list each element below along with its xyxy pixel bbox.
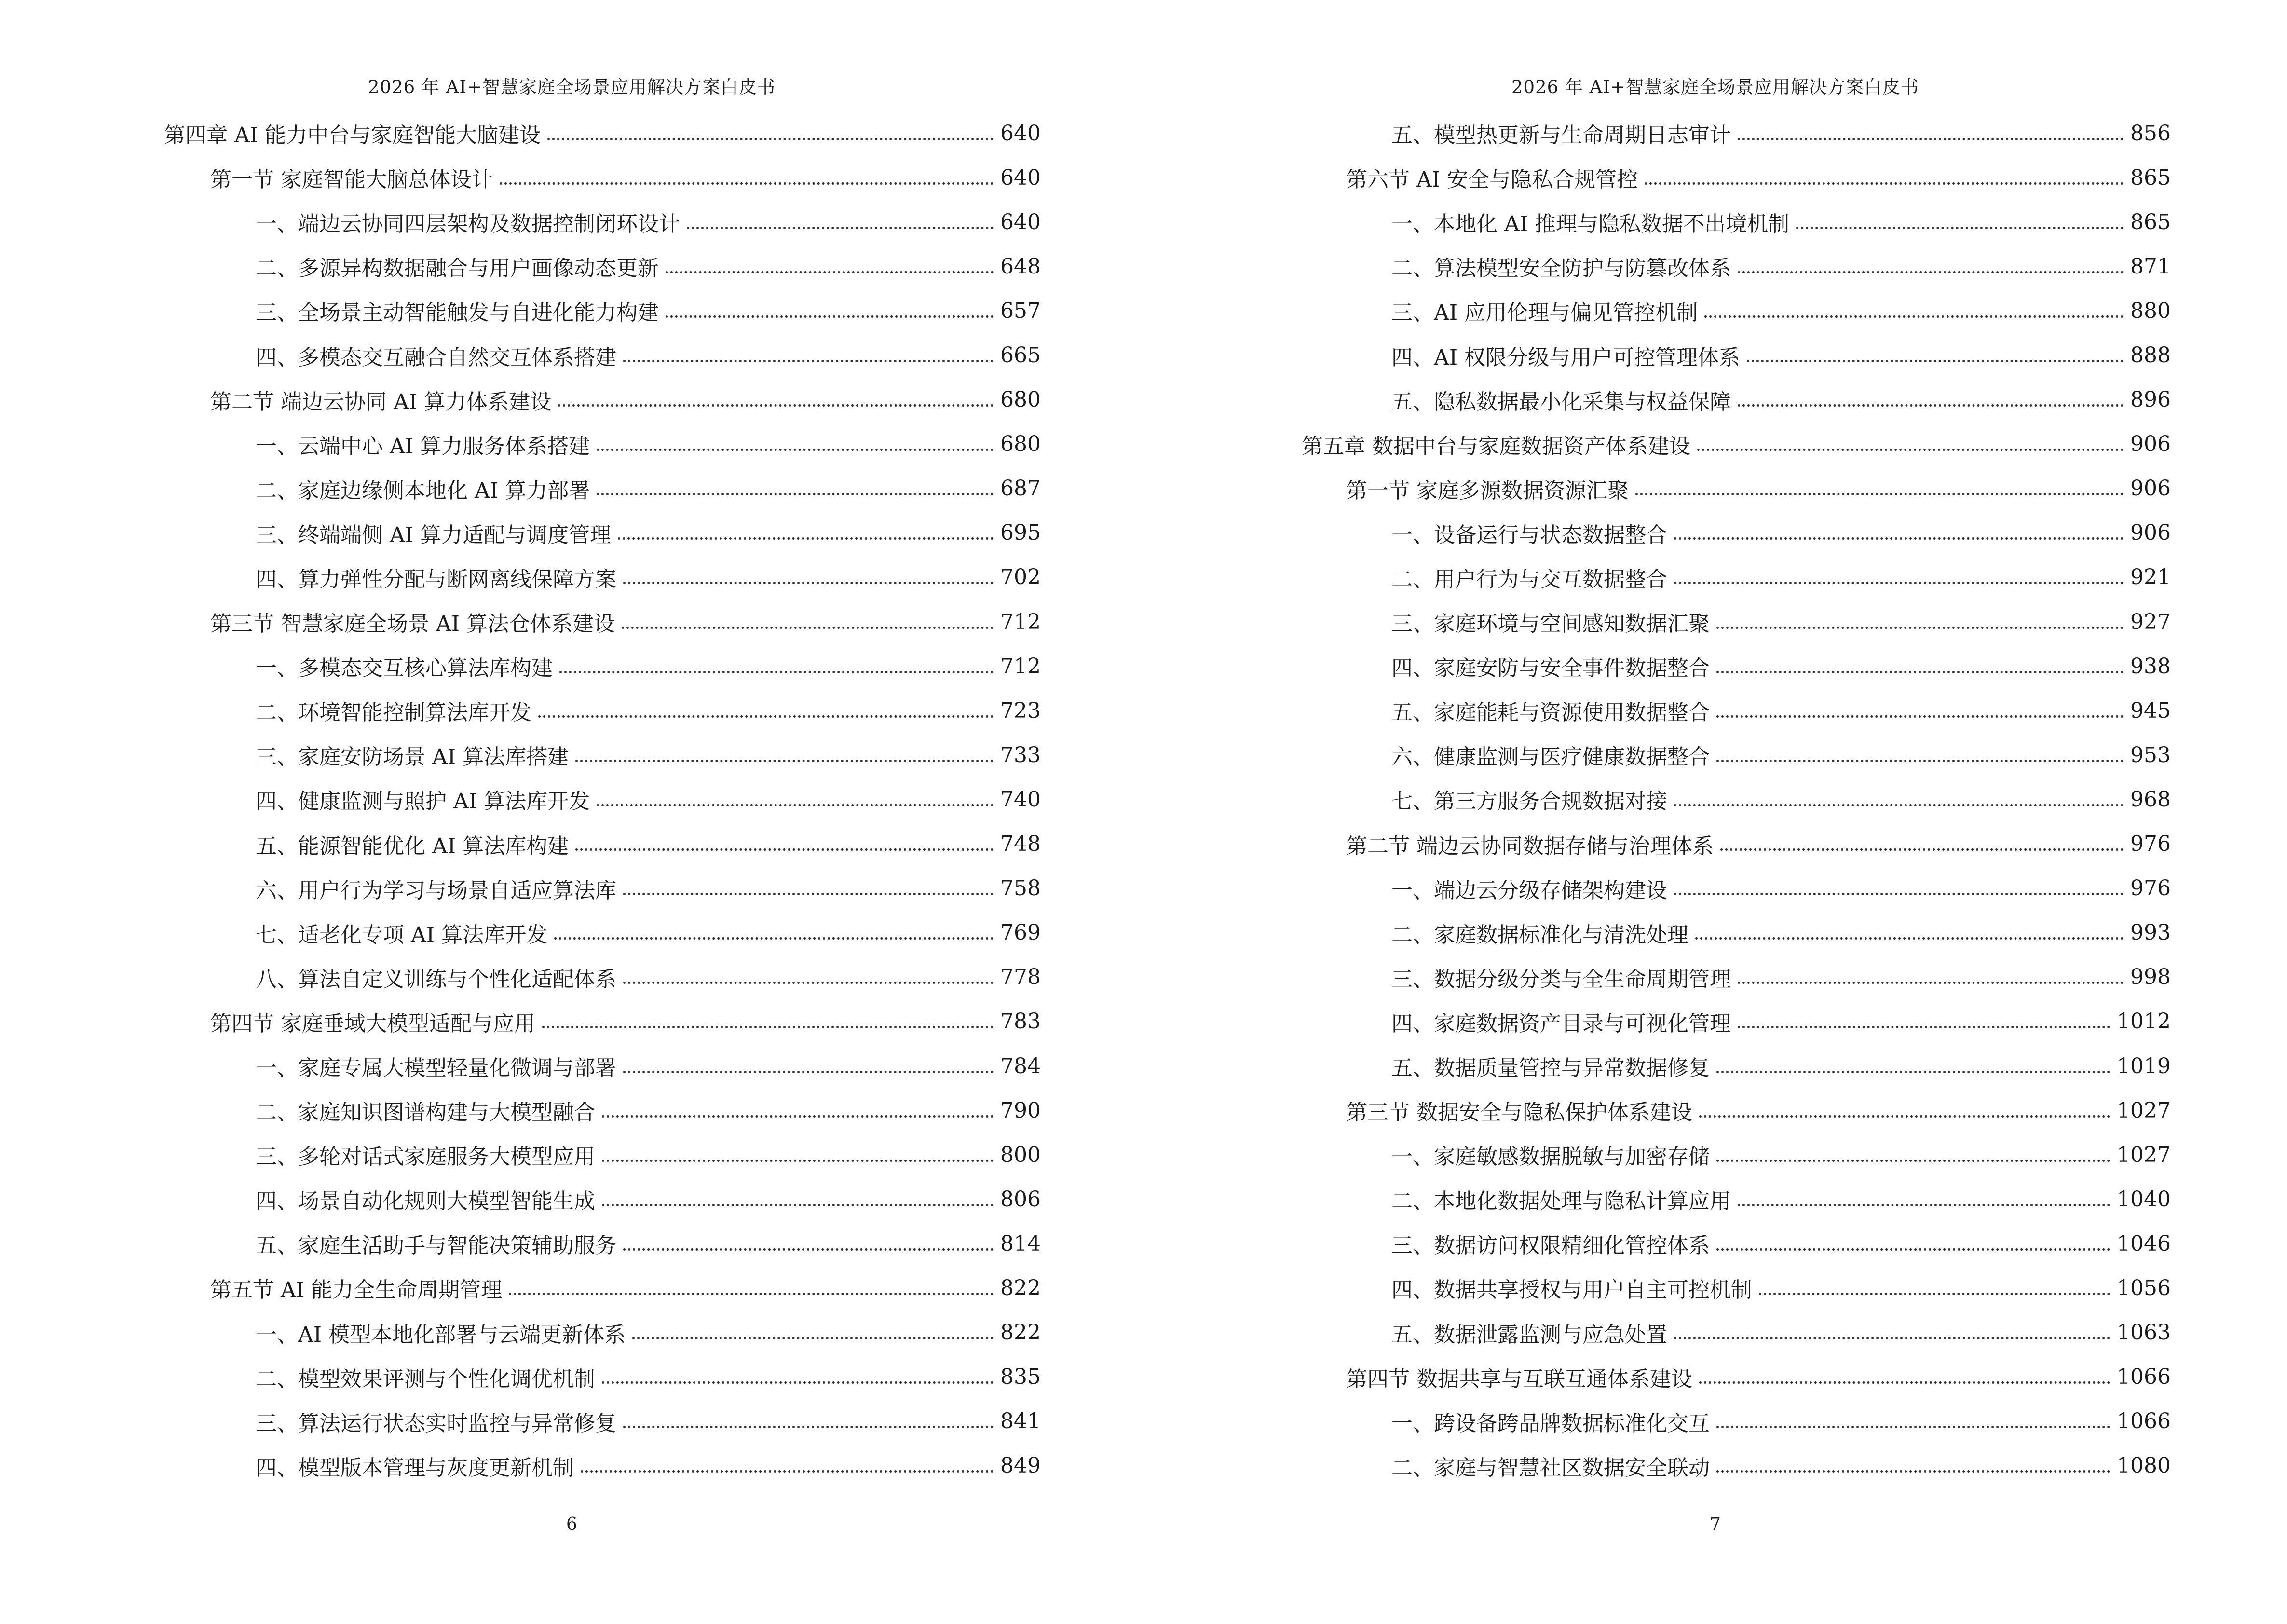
toc-entry-page-number: 800 (1000, 1142, 1041, 1167)
toc-entry-subsection[interactable] (1144, 600, 2171, 644)
toc-entry-page-number: 1012 (2117, 1009, 2171, 1034)
toc-entry-title: 四、健康监测与照护 AI 算法库开发 (256, 789, 590, 814)
toc-entry-subsection[interactable] (1144, 555, 2171, 600)
dot-leader (1716, 1050, 2110, 1073)
dot-leader (1716, 1449, 2110, 1473)
dot-leader (1716, 738, 2124, 762)
toc-entry-subsection[interactable] (0, 333, 1041, 377)
toc-entry-title: 六、用户行为学习与场景自适应算法库 (256, 878, 616, 903)
dot-leader (1699, 1094, 2110, 1118)
running-header: 2026 年 AI+智慧家庭全场景应用解决方案白皮书 (368, 77, 776, 97)
toc-entry-page-number: 1027 (2117, 1142, 2171, 1167)
toc-entry-subsection[interactable] (1144, 777, 2171, 821)
toc-entry-title: 三、家庭环境与空间感知数据汇聚 (1391, 612, 1710, 637)
dot-leader (1747, 339, 2124, 362)
dot-leader (602, 1360, 994, 1384)
toc-entry-page-number: 665 (1000, 343, 1041, 368)
toc-entry-title: 第四章 AI 能力中台与家庭智能大脑建设 (164, 123, 541, 148)
dot-leader (597, 783, 994, 806)
toc-entry-chapter[interactable] (1144, 422, 2171, 466)
toc-entry-page-number: 680 (1000, 432, 1041, 457)
toc-entry-page-number: 712 (1000, 609, 1041, 634)
toc-entry-page-number: 712 (1000, 654, 1041, 679)
toc-entry-title: 二、家庭知识图谱构建与大模型融合 (256, 1100, 595, 1125)
toc-entry-section[interactable] (1144, 822, 2171, 866)
dot-leader (1716, 1138, 2110, 1162)
dot-leader (1796, 205, 2124, 229)
table-of-contents (0, 111, 1041, 1488)
toc-entry-title: 第二节 端边云协同数据存储与治理体系 (1346, 833, 1714, 859)
toc-entry-title: 二、本地化数据处理与隐私计算应用 (1391, 1189, 1731, 1214)
toc-entry-title: 五、家庭能耗与资源使用数据整合 (1391, 700, 1710, 725)
toc-entry-subsection[interactable] (1144, 511, 2171, 555)
toc-entry-title: 第四节 家庭垂域大模型适配与应用 (210, 1011, 535, 1036)
toc-entry-subsection[interactable] (1144, 288, 2171, 333)
dot-leader (1759, 1271, 2110, 1295)
dot-leader (538, 694, 994, 718)
toc-entry-title: 第三节 智慧家庭全场景 AI 算法仓体系建设 (210, 612, 615, 637)
toc-entry-title: 三、多轮对话式家庭服务大模型应用 (256, 1145, 595, 1170)
toc-entry-title: 第五节 AI 能力全生命周期管理 (210, 1278, 503, 1303)
dot-leader (623, 960, 994, 984)
toc-entry-subsection[interactable] (0, 1310, 1041, 1355)
toc-entry-page-number: 1040 (2117, 1187, 2171, 1212)
dot-leader (1716, 1405, 2110, 1428)
toc-entry-page-number: 871 (2130, 254, 2171, 279)
table-of-contents (1144, 111, 2171, 1488)
toc-entry-subsection[interactable] (1144, 955, 2171, 999)
toc-entry-section[interactable] (0, 155, 1041, 200)
toc-entry-title: 三、算法运行状态实时监控与异常修复 (256, 1411, 616, 1436)
toc-entry-title: 三、AI 应用伦理与偏见管控机制 (1391, 300, 1698, 326)
toc-entry-subsection[interactable] (0, 244, 1041, 288)
dot-leader (623, 1405, 994, 1428)
dot-leader (623, 1050, 994, 1073)
toc-entry-page-number: 758 (1000, 876, 1041, 901)
toc-entry-page-number: 849 (1000, 1453, 1041, 1478)
toc-entry-page-number: 695 (1000, 520, 1041, 546)
toc-entry-title: 二、家庭数据标准化与清洗处理 (1391, 922, 1688, 947)
toc-entry-title: 五、数据泄露监测与应急处置 (1391, 1322, 1667, 1347)
dot-leader (1716, 694, 2124, 718)
toc-entry-page-number: 806 (1000, 1187, 1041, 1212)
dot-leader (1695, 916, 2124, 940)
toc-entry-title: 一、多模态交互核心算法库构建 (256, 656, 553, 681)
toc-entry-subsection[interactable] (0, 288, 1041, 333)
toc-entry-title: 三、数据访问权限精细化管控体系 (1391, 1233, 1710, 1258)
toc-entry-title: 二、家庭边缘侧本地化 AI 算力部署 (256, 478, 590, 503)
dot-leader (559, 650, 994, 673)
toc-entry-page-number: 865 (2130, 165, 2171, 190)
dot-leader (1738, 250, 2124, 273)
toc-entry-title: 一、云端中心 AI 算力服务体系搭建 (256, 434, 590, 459)
toc-entry-page-number: 998 (2130, 965, 2171, 990)
toc-entry-section[interactable] (0, 999, 1041, 1044)
toc-entry-title: 二、多源异构数据融合与用户画像动态更新 (256, 256, 659, 281)
dot-leader (618, 516, 994, 540)
toc-entry-title: 七、适老化专项 AI 算法库开发 (256, 922, 548, 947)
toc-entry-title: 一、AI 模型本地化部署与云端更新体系 (256, 1322, 626, 1347)
toc-entry-page-number: 783 (1000, 1009, 1041, 1034)
page-number: 7 (1710, 1515, 1721, 1534)
toc-entry-section[interactable] (0, 378, 1041, 422)
toc-entry-subsection[interactable] (0, 777, 1041, 821)
toc-entry-title: 八、算法自定义训练与个性化适配体系 (256, 967, 616, 992)
toc-entry-subsection[interactable] (1144, 644, 2171, 688)
dot-leader (1720, 827, 2124, 851)
dot-leader (542, 1005, 994, 1028)
dot-leader (1716, 1227, 2110, 1251)
dot-leader (623, 1227, 994, 1251)
toc-entry-title: 二、用户行为与交互数据整合 (1391, 567, 1667, 592)
toc-entry-page-number: 976 (2130, 876, 2171, 901)
toc-entry-page-number: 906 (2130, 432, 2171, 457)
toc-entry-subsection[interactable] (0, 1444, 1041, 1488)
dot-leader (1697, 427, 2124, 451)
toc-entry-page-number: 790 (1000, 1098, 1041, 1123)
toc-entry-title: 三、全场景主动智能触发与自进化能力构建 (256, 300, 659, 326)
dot-leader (666, 250, 994, 273)
toc-entry-subsection[interactable] (1144, 1266, 2171, 1310)
toc-entry-title: 一、设备运行与状态数据整合 (1391, 522, 1667, 547)
toc-entry-section[interactable] (1144, 155, 2171, 200)
toc-entry-section[interactable] (1144, 1355, 2171, 1399)
toc-entry-subsection[interactable] (0, 555, 1041, 600)
toc-entry-subsection[interactable] (1144, 866, 2171, 911)
toc-entry-page-number: 888 (2130, 343, 2171, 368)
toc-entry-title: 五、隐私数据最小化采集与权益保障 (1391, 389, 1731, 414)
toc-entry-page-number: 648 (1000, 254, 1041, 279)
toc-entry-subsection[interactable] (1144, 1310, 2171, 1355)
toc-entry-section[interactable] (0, 1266, 1041, 1310)
toc-entry-title: 一、家庭专属大模型轻量化微调与部署 (256, 1056, 616, 1081)
toc-entry-subsection[interactable] (0, 822, 1041, 866)
toc-entry-page-number: 723 (1000, 698, 1041, 723)
dot-leader (1635, 472, 2124, 495)
toc-entry-title: 第五章 数据中台与家庭数据资产体系建设 (1302, 434, 1690, 459)
toc-entry-title: 第六节 AI 安全与隐私合规管控 (1346, 167, 1638, 192)
toc-entry-subsection[interactable] (1144, 688, 2171, 733)
dot-leader (1716, 650, 2124, 673)
toc-entry-section[interactable] (1144, 466, 2171, 511)
toc-entry-section[interactable] (0, 600, 1041, 644)
toc-entry-title: 四、家庭数据资产目录与可视化管理 (1391, 1011, 1731, 1036)
toc-entry-subsection[interactable] (0, 644, 1041, 688)
toc-entry-page-number: 1080 (2117, 1453, 2171, 1478)
toc-entry-subsection[interactable] (1144, 1177, 2171, 1221)
dot-leader (623, 560, 994, 584)
toc-entry-page-number: 1066 (2117, 1365, 2171, 1390)
toc-entry-subsection[interactable] (1144, 1444, 2171, 1488)
toc-entry-page-number: 1063 (2117, 1320, 2171, 1345)
toc-entry-title: 一、端边云协同四层架构及数据控制闭环设计 (256, 212, 680, 237)
dot-leader (1674, 516, 2124, 540)
dot-leader (575, 738, 994, 762)
toc-entry-subsection[interactable] (1144, 999, 2171, 1044)
dot-leader (581, 1449, 994, 1473)
page-number: 6 (566, 1515, 577, 1534)
toc-entry-page-number: 733 (1000, 742, 1041, 767)
dot-leader (500, 161, 994, 185)
toc-entry-subsection[interactable] (1144, 911, 2171, 955)
toc-entry-page-number: 906 (2130, 476, 2171, 501)
toc-entry-title: 四、多模态交互融合自然交互体系搭建 (256, 345, 616, 370)
toc-entry-page-number: 835 (1000, 1365, 1041, 1390)
toc-entry-subsection[interactable] (0, 955, 1041, 999)
dot-leader (1645, 161, 2124, 185)
toc-entry-page-number: 784 (1000, 1053, 1041, 1078)
toc-entry-subsection[interactable] (1144, 333, 2171, 377)
dot-leader (632, 1316, 994, 1339)
toc-entry-subsection[interactable] (1144, 1133, 2171, 1177)
dot-leader (602, 1183, 994, 1206)
dot-leader (1674, 872, 2124, 895)
toc-entry-page-number: 814 (1000, 1231, 1041, 1256)
toc-entry-subsection[interactable] (0, 688, 1041, 733)
toc-entry-subsection[interactable] (1144, 378, 2171, 422)
dot-leader (1738, 1183, 2110, 1206)
toc-entry-page-number: 778 (1000, 965, 1041, 990)
toc-entry-page-number: 1066 (2117, 1409, 2171, 1434)
toc-entry-title: 二、家庭与智慧社区数据安全联动 (1391, 1455, 1710, 1480)
toc-entry-subsection[interactable] (1144, 200, 2171, 244)
dot-leader (1716, 605, 2124, 629)
toc-entry-title: 一、家庭敏感数据脱敏与加密存储 (1391, 1145, 1710, 1170)
toc-entry-title: 四、场景自动化规则大模型智能生成 (256, 1189, 595, 1214)
toc-entry-page-number: 841 (1000, 1409, 1041, 1434)
toc-entry-title: 四、数据共享授权与用户自主可控机制 (1391, 1278, 1752, 1303)
toc-entry-page-number: 993 (2130, 920, 2171, 945)
toc-entry-page-number: 640 (1000, 121, 1041, 146)
dot-leader (1674, 560, 2124, 584)
toc-entry-subsection[interactable] (0, 866, 1041, 911)
dot-leader (623, 872, 994, 895)
toc-entry-page-number: 740 (1000, 787, 1041, 812)
toc-entry-page-number: 906 (2130, 520, 2171, 546)
dot-leader (666, 294, 994, 318)
toc-entry-title: 第一节 家庭智能大脑总体设计 (210, 167, 493, 192)
dot-leader (558, 383, 994, 407)
dot-leader (547, 117, 994, 140)
toc-entry-chapter[interactable] (0, 111, 1041, 155)
toc-entry-title: 三、数据分级分类与全生命周期管理 (1391, 967, 1731, 992)
toc-entry-page-number: 927 (2130, 609, 2171, 634)
toc-entry-page-number: 896 (2130, 387, 2171, 412)
toc-entry-title: 五、家庭生活助手与智能决策辅助服务 (256, 1233, 616, 1258)
toc-entry-page-number: 938 (2130, 654, 2171, 679)
toc-entry-subsection[interactable] (0, 511, 1041, 555)
toc-entry-page-number: 921 (2130, 565, 2171, 590)
dot-leader (1738, 1005, 2110, 1028)
toc-entry-title: 三、终端端侧 AI 算力适配与调度管理 (256, 522, 612, 547)
toc-entry-page-number: 702 (1000, 565, 1041, 590)
dot-leader (1738, 383, 2124, 407)
toc-entry-title: 一、跨设备跨品牌数据标准化交互 (1391, 1411, 1710, 1436)
toc-entry-subsection[interactable] (0, 1133, 1041, 1177)
toc-entry-title: 四、AI 权限分级与用户可控管理体系 (1391, 345, 1741, 370)
toc-entry-page-number: 680 (1000, 387, 1041, 412)
toc-entry-title: 六、健康监测与医疗健康数据整合 (1391, 745, 1710, 770)
dot-leader (597, 472, 994, 495)
toc-entry-subsection[interactable] (0, 1088, 1041, 1133)
dot-leader (1704, 294, 2124, 318)
toc-entry-title: 一、端边云分级存储架构建设 (1391, 878, 1667, 903)
toc-entry-page-number: 856 (2130, 121, 2171, 146)
toc-entry-title: 四、家庭安防与安全事件数据整合 (1391, 656, 1710, 681)
toc-entry-subsection[interactable] (0, 200, 1041, 244)
running-header: 2026 年 AI+智慧家庭全场景应用解决方案白皮书 (1511, 77, 1919, 97)
dot-leader (622, 605, 994, 629)
toc-entry-page-number: 953 (2130, 742, 2171, 767)
toc-entry-title: 五、能源智能优化 AI 算法库构建 (256, 833, 569, 859)
toc-entry-subsection[interactable] (0, 911, 1041, 955)
toc-entry-page-number: 880 (2130, 298, 2171, 323)
dot-leader (1674, 783, 2124, 806)
toc-entry-page-number: 1027 (2117, 1098, 2171, 1123)
toc-entry-page-number: 865 (2130, 209, 2171, 234)
toc-entry-title: 二、模型效果评测与个性化调优机制 (256, 1366, 595, 1392)
toc-entry-page-number: 945 (2130, 698, 2171, 723)
toc-entry-subsection[interactable] (0, 1355, 1041, 1399)
toc-entry-title: 第三节 数据安全与隐私保护体系建设 (1346, 1100, 1692, 1125)
toc-entry-page-number: 822 (1000, 1275, 1041, 1300)
right-page (1144, 0, 2287, 1624)
toc-entry-page-number: 640 (1000, 209, 1041, 234)
toc-entry-subsection[interactable] (0, 1044, 1041, 1088)
toc-entry-subsection[interactable] (0, 1399, 1041, 1444)
toc-entry-title: 五、数据质量管控与异常数据修复 (1391, 1056, 1710, 1081)
toc-entry-title: 第二节 端边云协同 AI 算力体系建设 (210, 389, 552, 414)
toc-entry-subsection[interactable] (1144, 111, 2171, 155)
toc-entry-subsection[interactable] (0, 1221, 1041, 1266)
toc-entry-subsection[interactable] (1144, 1044, 2171, 1088)
toc-entry-subsection[interactable] (0, 466, 1041, 511)
toc-entry-title: 四、模型版本管理与灰度更新机制 (256, 1455, 574, 1480)
toc-entry-title: 七、第三方服务合规数据对接 (1391, 789, 1667, 814)
toc-entry-subsection[interactable] (1144, 1221, 2171, 1266)
toc-entry-page-number: 748 (1000, 832, 1041, 857)
dot-leader (1699, 1360, 2110, 1384)
toc-entry-title: 三、家庭安防场景 AI 算法库搭建 (256, 745, 569, 770)
toc-entry-title: 第一节 家庭多源数据资源汇聚 (1346, 478, 1629, 503)
toc-entry-page-number: 822 (1000, 1320, 1041, 1345)
toc-entry-section[interactable] (1144, 1088, 2171, 1133)
toc-entry-title: 五、模型热更新与生命周期日志审计 (1391, 123, 1731, 148)
dot-leader (602, 1094, 994, 1118)
toc-entry-subsection[interactable] (1144, 1399, 2171, 1444)
dot-leader (1738, 960, 2124, 984)
toc-entry-page-number: 1046 (2117, 1231, 2171, 1256)
dot-leader (687, 205, 994, 229)
toc-entry-page-number: 1019 (2117, 1053, 2171, 1078)
dot-leader (597, 427, 994, 451)
dot-leader (575, 827, 994, 851)
toc-entry-page-number: 976 (2130, 832, 2171, 857)
toc-entry-page-number: 769 (1000, 920, 1041, 945)
toc-entry-title: 一、本地化 AI 推理与隐私数据不出境机制 (1391, 212, 1790, 237)
dot-leader (623, 339, 994, 362)
toc-entry-subsection[interactable] (0, 1177, 1041, 1221)
dot-leader (509, 1271, 994, 1295)
dot-leader (554, 916, 994, 940)
toc-entry-title: 二、算法模型安全防护与防篡改体系 (1391, 256, 1731, 281)
toc-entry-subsection[interactable] (0, 733, 1041, 777)
toc-entry-page-number: 687 (1000, 476, 1041, 501)
dot-leader (1674, 1316, 2110, 1339)
toc-entry-title: 第四节 数据共享与互联互通体系建设 (1346, 1366, 1692, 1392)
toc-entry-page-number: 1056 (2117, 1275, 2171, 1300)
toc-entry-page-number: 657 (1000, 298, 1041, 323)
toc-entry-subsection[interactable] (0, 422, 1041, 466)
dot-leader (1738, 117, 2124, 140)
toc-entry-page-number: 640 (1000, 165, 1041, 190)
toc-entry-title: 二、环境智能控制算法库开发 (256, 700, 531, 725)
toc-entry-page-number: 968 (2130, 787, 2171, 812)
toc-entry-title: 四、算力弹性分配与断网离线保障方案 (256, 567, 616, 592)
toc-entry-subsection[interactable] (1144, 244, 2171, 288)
dot-leader (602, 1138, 994, 1162)
toc-entry-subsection[interactable] (1144, 733, 2171, 777)
